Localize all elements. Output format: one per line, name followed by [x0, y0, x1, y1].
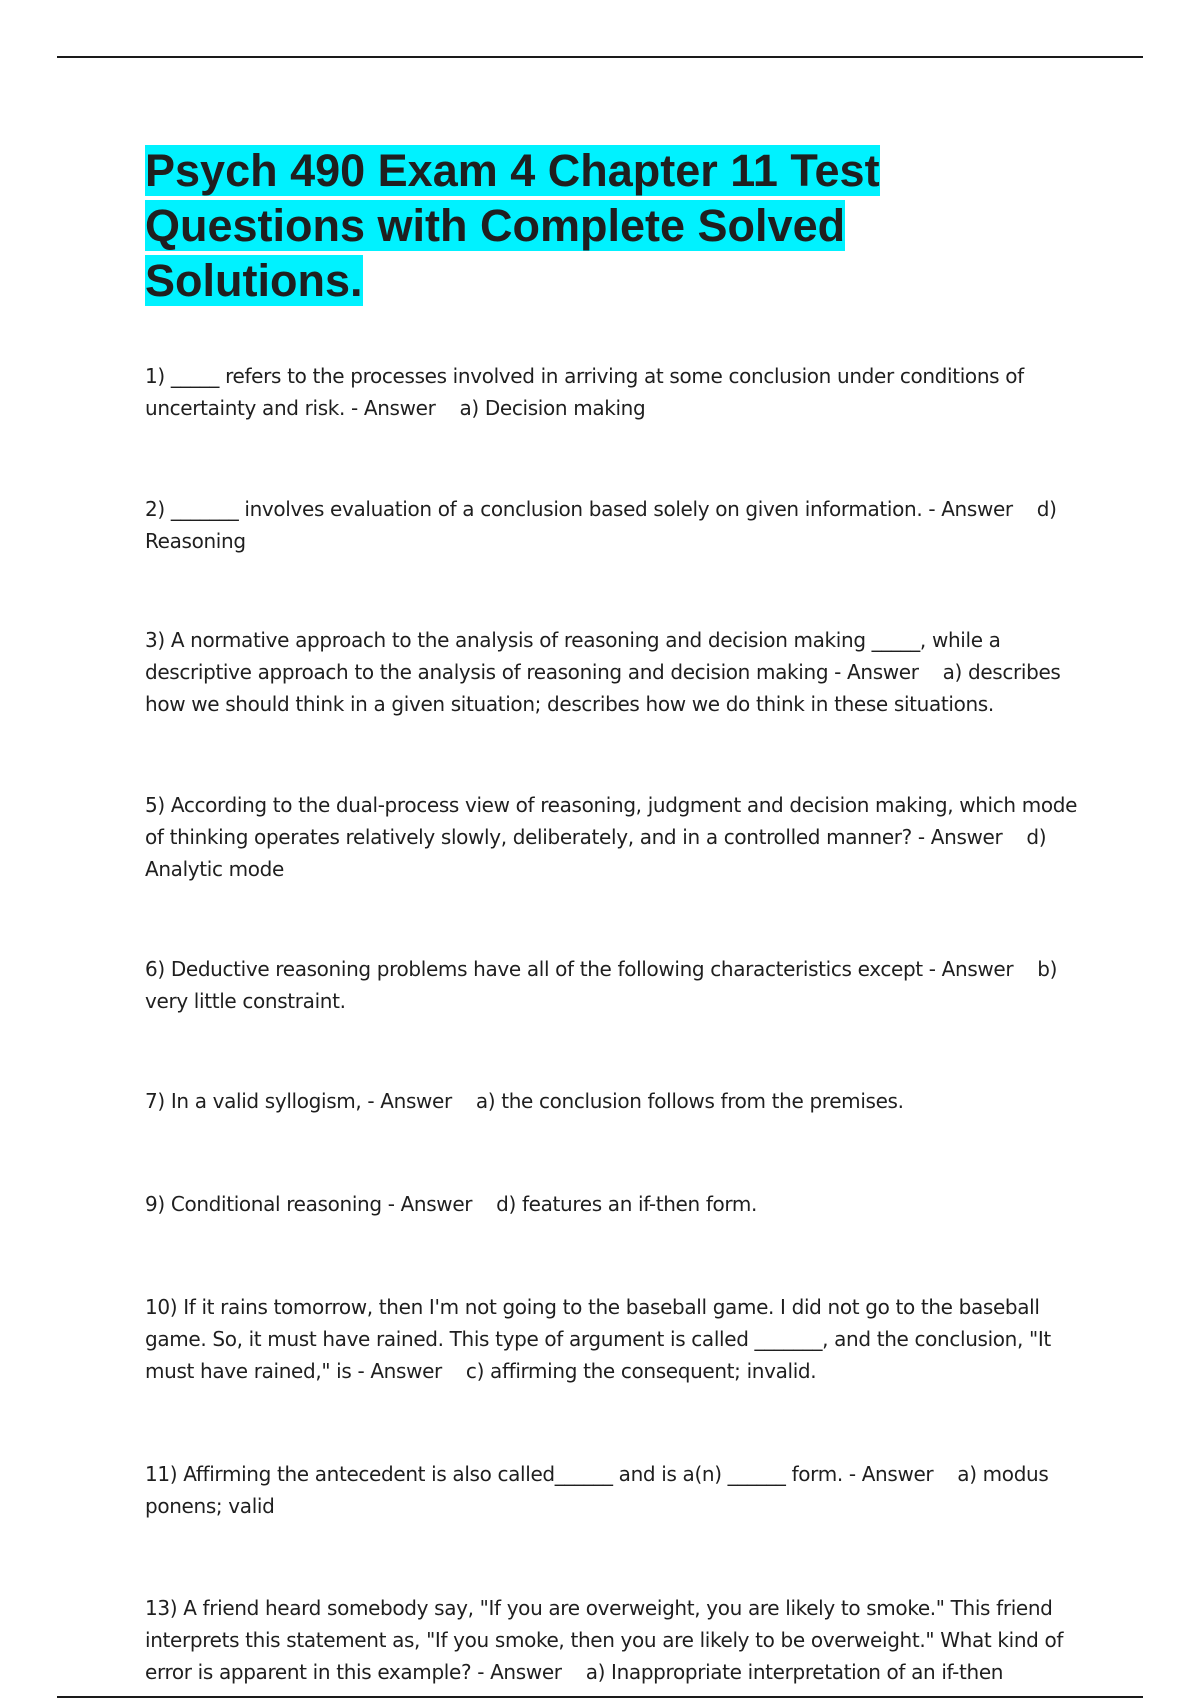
- bottom-rule: [57, 1696, 1143, 1698]
- top-rule: [57, 56, 1143, 58]
- document-title-text: Psych 490 Exam 4 Chapter 11 Test Questions with Complete Solved Solutions.: [145, 145, 880, 306]
- question-item: 7) In a valid syllogism, - Answer a) the conclusion follows from the premises.: [145, 1089, 904, 1113]
- question-item: 6) Deductive reasoning problems have all of the following characteristics except - Answer b) very little constraint.: [145, 957, 1064, 1013]
- document-title: [145, 143, 965, 308]
- document-body: [145, 143, 1100, 1688]
- question-item: 11) Affirming the antecedent is also called______ and is a(n) ______ form. - Answer a) modus ponens; valid: [145, 1462, 1055, 1518]
- question-item: 3) A normative approach to the analysis of reasoning and decision making _____, while a descriptive approach to the analysis of reasoning and decision making - Answer a) describes how we should think in a given situation; describes how we do think in these situations.: [145, 628, 1067, 716]
- question-item: 13) A friend heard somebody say, "If you are overweight, you are likely to smoke." This friend interprets this statement as, "If you smoke, then you are likely to be overweight." What kind of error is apparent in this example? - Answer a) Inappropriate interpretation of an if-then: [145, 1596, 1070, 1684]
- question-item: 2) _______ involves evaluation of a conclusion based solely on given information. - Answer d) Reasoning: [145, 497, 1063, 553]
- question-item: 5) According to the dual-process view of reasoning, judgment and decision making, which mode of thinking operates relatively slowly, deliberately, and in a controlled manner? - Answer d) Analytic mode: [145, 793, 1084, 881]
- question-item: 1) _____ refers to the processes involved in arriving at some conclusion under conditions of uncertainty and risk. - Answer a) Decision making: [145, 364, 1030, 420]
- question-item: 10) If it rains tomorrow, then I'm not going to the baseball game. I did not go to the baseball game. So, it must have rained. This type of argument is called _______, and the conclusion, "It must have rained," is - Answer c) affirming the consequent; invalid.: [145, 1295, 1057, 1383]
- question-list: [145, 360, 1100, 1688]
- question-item: 9) Conditional reasoning - Answer d) features an if-then form.: [145, 1192, 758, 1216]
